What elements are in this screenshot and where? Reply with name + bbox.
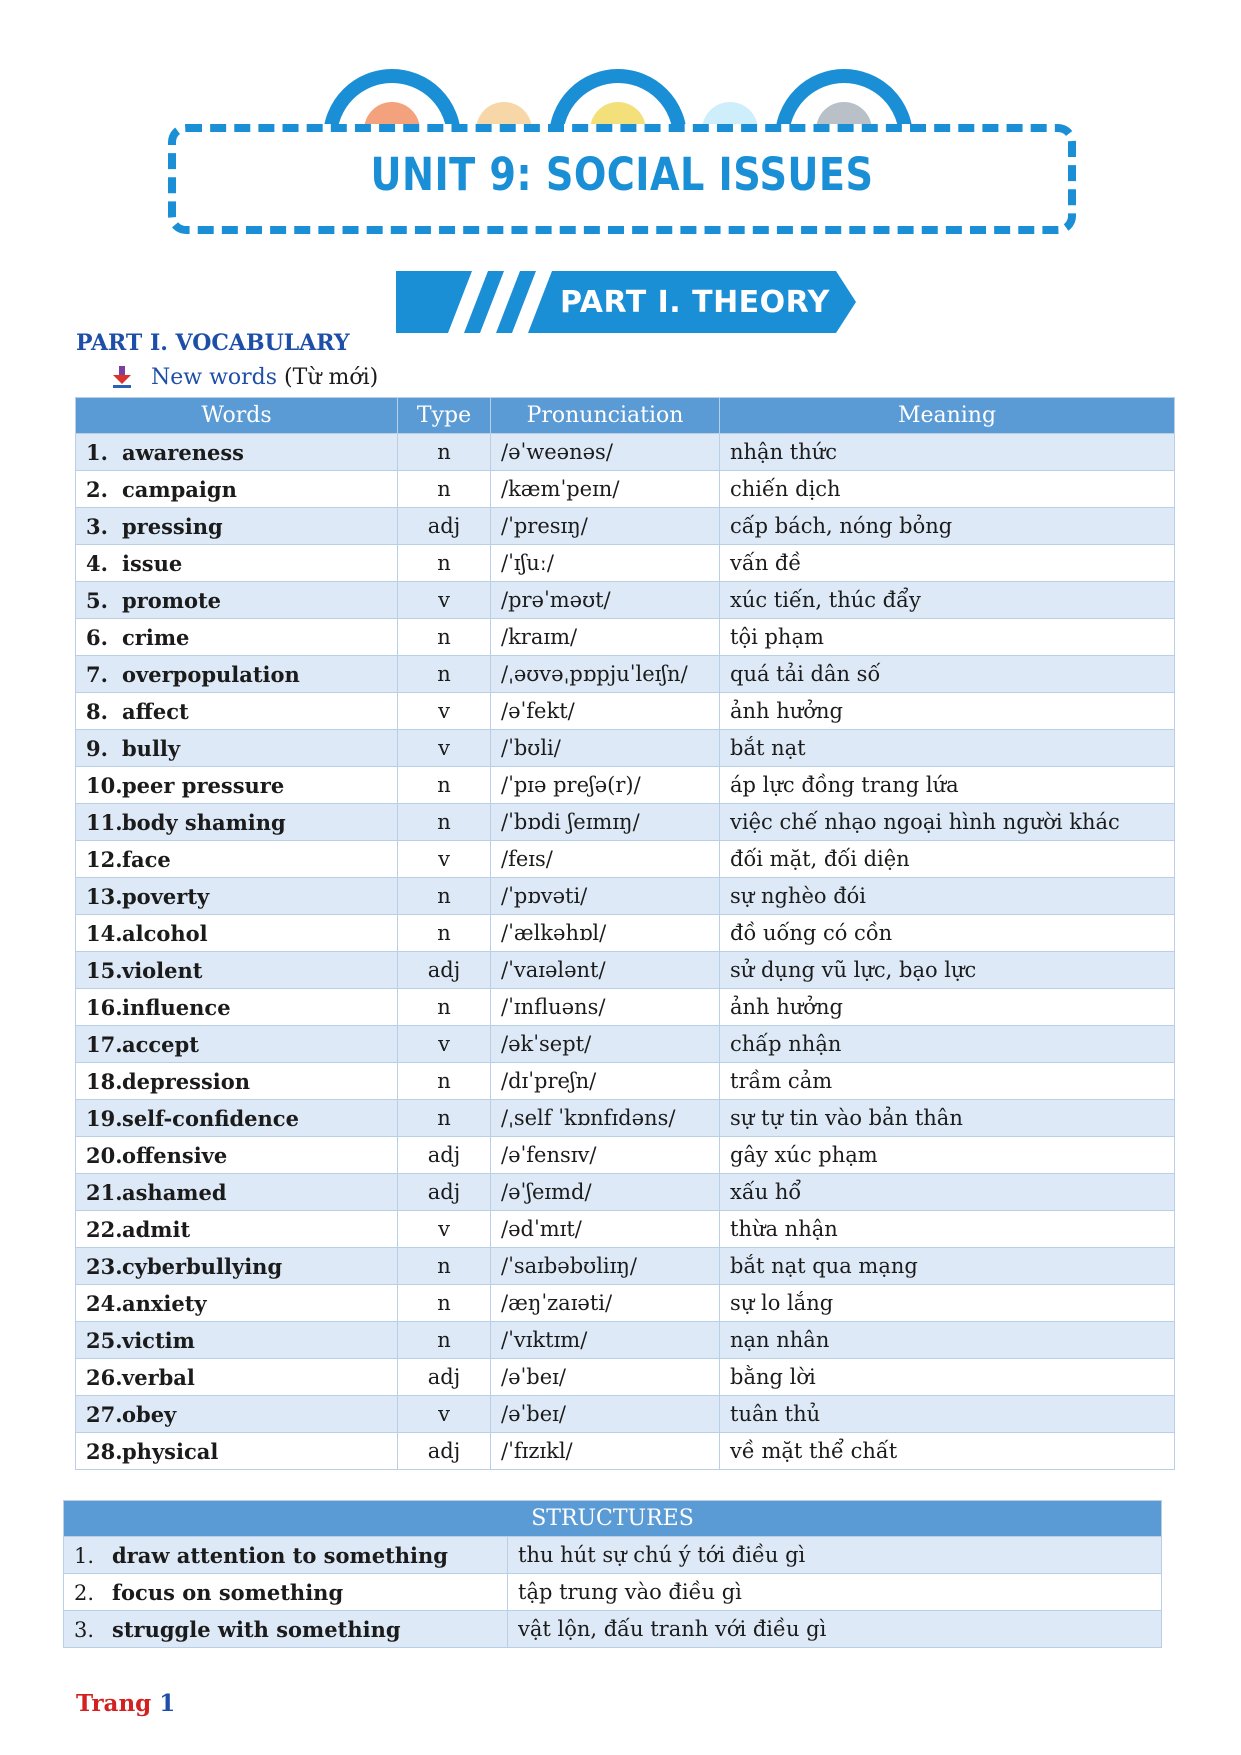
vocab-word: violent: [122, 957, 203, 983]
pronunciation: /əˈweənəs/: [491, 434, 720, 471]
header-pronunciation: Pronunciation: [491, 398, 720, 434]
vocabulary-table: [75, 397, 1175, 1470]
table-row: [76, 434, 1175, 471]
page-number: 1: [159, 1690, 176, 1717]
word-type: v: [398, 1396, 491, 1433]
word-type: v: [398, 693, 491, 730]
meaning: thừa nhận: [720, 1211, 1175, 1248]
row-number: 9.: [86, 735, 108, 761]
unit-title: UNIT 9: SOCIAL ISSUES: [370, 148, 874, 201]
meaning: sự lo lắng: [720, 1285, 1175, 1322]
vocab-word: verbal: [122, 1364, 195, 1390]
pronunciation: /ədˈmɪt/: [491, 1211, 720, 1248]
structure-meaning: thu hút sự chú ý tới điều gì: [508, 1537, 1162, 1574]
table-row: [76, 952, 1175, 989]
word-cell: [76, 804, 398, 841]
pronunciation: /ˈɪʃuː/: [491, 545, 720, 582]
table-row: [76, 1248, 1175, 1285]
vocab-word: physical: [122, 1438, 219, 1464]
word-cell: [76, 841, 398, 878]
meaning: việc chế nhạo ngoại hình người khác: [720, 804, 1175, 841]
meaning: vấn đề: [720, 545, 1175, 582]
pronunciation: /ˈpresɪŋ/: [491, 508, 720, 545]
structure-cell: [64, 1611, 508, 1648]
table-row: [76, 508, 1175, 545]
vocab-word: body shaming: [122, 809, 286, 835]
row-number: 19.: [86, 1105, 123, 1131]
row-number: 22.: [86, 1216, 123, 1242]
vocab-word: ashamed: [122, 1179, 227, 1205]
structure-phrase: focus on something: [112, 1579, 344, 1605]
vocab-word: campaign: [122, 476, 237, 502]
meaning: xúc tiến, thúc đẩy: [720, 582, 1175, 619]
table-row: [76, 1322, 1175, 1359]
vocab-word: obey: [122, 1401, 177, 1427]
pronunciation: /ˈsaɪbəbʊliɪŋ/: [491, 1248, 720, 1285]
table-row: [76, 767, 1175, 804]
vocab-word: issue: [122, 550, 183, 576]
pronunciation: /ˌself ˈkɒnfɪdəns/: [491, 1100, 720, 1137]
word-type: n: [398, 878, 491, 915]
meaning: áp lực đồng trang lứa: [720, 767, 1175, 804]
word-cell: [76, 989, 398, 1026]
row-number: 12.: [86, 846, 123, 872]
meaning: bằng lời: [720, 1359, 1175, 1396]
word-cell: [76, 1248, 398, 1285]
row-number: 11.: [86, 809, 123, 835]
pronunciation: /dɪˈpreʃn/: [491, 1063, 720, 1100]
word-type: adj: [398, 952, 491, 989]
row-number: 2.: [86, 476, 108, 502]
table-row: [76, 1433, 1175, 1470]
meaning: ảnh hưởng: [720, 989, 1175, 1026]
vocab-word: overpopulation: [122, 661, 300, 687]
pronunciation: /ˈpɪə preʃə(r)/: [491, 767, 720, 804]
row-number: 3.: [74, 1617, 95, 1642]
vocab-word: influence: [122, 994, 231, 1020]
page-footer: [76, 1690, 175, 1717]
word-cell: [76, 619, 398, 656]
word-cell: [76, 1396, 398, 1433]
word-type: n: [398, 1322, 491, 1359]
row-number: 28.: [86, 1438, 123, 1464]
meaning: quá tải dân số: [720, 656, 1175, 693]
header-words: Words: [76, 398, 398, 434]
table-row: [76, 989, 1175, 1026]
table-row: [76, 915, 1175, 952]
section-title: PART I. VOCABULARY: [76, 330, 350, 356]
word-type: v: [398, 582, 491, 619]
pronunciation: /əkˈsept/: [491, 1026, 720, 1063]
row-number: 7.: [86, 661, 108, 687]
word-cell: [76, 915, 398, 952]
pronunciation: /kæmˈpeɪn/: [491, 471, 720, 508]
row-number: 24.: [86, 1290, 123, 1316]
pronunciation: /ˈvɪktɪm/: [491, 1322, 720, 1359]
word-type: adj: [398, 1137, 491, 1174]
new-words-translation: (Từ mới): [277, 365, 379, 390]
word-type: n: [398, 804, 491, 841]
vocab-word: offensive: [122, 1142, 228, 1168]
word-cell: [76, 508, 398, 545]
vocab-word: admit: [122, 1216, 191, 1242]
pronunciation: /əˈʃeɪmd/: [491, 1174, 720, 1211]
vocab-word: accept: [122, 1031, 199, 1057]
row-number: 13.: [86, 883, 123, 909]
meaning: cấp bách, nóng bỏng: [720, 508, 1175, 545]
meaning: ảnh hưởng: [720, 693, 1175, 730]
word-cell: [76, 545, 398, 582]
word-type: n: [398, 471, 491, 508]
word-cell: [76, 1174, 398, 1211]
structure-meaning: tập trung vào điều gì: [508, 1574, 1162, 1611]
vocab-word: victim: [122, 1327, 195, 1353]
vocab-word: awareness: [122, 439, 244, 465]
row-number: 25.: [86, 1327, 123, 1353]
pronunciation: /ˈvaɪələnt/: [491, 952, 720, 989]
table-row: [64, 1537, 1162, 1574]
word-cell: [76, 1285, 398, 1322]
row-number: 23.: [86, 1253, 123, 1279]
word-type: adj: [398, 1359, 491, 1396]
vocab-word: cyberbullying: [122, 1253, 283, 1279]
word-cell: [76, 767, 398, 804]
row-number: 15.: [86, 957, 123, 983]
pronunciation: /ˈbʊli/: [491, 730, 720, 767]
meaning: chấp nhận: [720, 1026, 1175, 1063]
table-row: [76, 1174, 1175, 1211]
word-type: n: [398, 1063, 491, 1100]
meaning: bắt nạt qua mạng: [720, 1248, 1175, 1285]
structure-phrase: draw attention to something: [112, 1542, 448, 1568]
word-type: adj: [398, 1174, 491, 1211]
meaning: xấu hổ: [720, 1174, 1175, 1211]
word-cell: [76, 1100, 398, 1137]
table-row: [76, 1396, 1175, 1433]
word-type: adj: [398, 508, 491, 545]
row-number: 21.: [86, 1179, 123, 1205]
structure-phrase: struggle with something: [112, 1616, 401, 1642]
meaning: nhận thức: [720, 434, 1175, 471]
table-row: [76, 1359, 1175, 1396]
structure-cell: [64, 1537, 508, 1574]
meaning: về mặt thể chất: [720, 1433, 1175, 1470]
row-number: 8.: [86, 698, 108, 724]
meaning: nạn nhân: [720, 1322, 1175, 1359]
row-number: 1.: [74, 1543, 95, 1568]
row-number: 17.: [86, 1031, 123, 1057]
meaning: trầm cảm: [720, 1063, 1175, 1100]
pronunciation: /prəˈməʊt/: [491, 582, 720, 619]
table-row: [76, 582, 1175, 619]
row-number: 18.: [86, 1068, 123, 1094]
structures-title: STRUCTURES: [64, 1501, 1162, 1537]
word-cell: [76, 1063, 398, 1100]
meaning: bắt nạt: [720, 730, 1175, 767]
word-type: n: [398, 619, 491, 656]
word-cell: [76, 582, 398, 619]
table-row: [76, 730, 1175, 767]
word-type: n: [398, 545, 491, 582]
pronunciation: /ˌəʊvəˌpɒpjuˈleɪʃn/: [491, 656, 720, 693]
pronunciation: /feɪs/: [491, 841, 720, 878]
pronunciation: /ˈɪnfluəns/: [491, 989, 720, 1026]
word-cell: [76, 1322, 398, 1359]
table-row: [76, 656, 1175, 693]
table-row: [76, 545, 1175, 582]
row-number: 16.: [86, 994, 123, 1020]
word-cell: [76, 952, 398, 989]
pronunciation: /ˈbɒdi ʃeɪmɪŋ/: [491, 804, 720, 841]
vocab-word: anxiety: [122, 1290, 207, 1316]
row-number: 1.: [86, 439, 108, 465]
word-type: v: [398, 1026, 491, 1063]
table-row: [76, 1100, 1175, 1137]
word-type: adj: [398, 1433, 491, 1470]
meaning: sự tự tin vào bản thân: [720, 1100, 1175, 1137]
structures-table: [63, 1500, 1162, 1648]
word-cell: [76, 656, 398, 693]
word-cell: [76, 434, 398, 471]
word-cell: [76, 1211, 398, 1248]
table-row: [76, 1285, 1175, 1322]
word-type: n: [398, 767, 491, 804]
table-row: [76, 693, 1175, 730]
word-cell: [76, 1026, 398, 1063]
arrow-down-bullet-icon: [111, 366, 133, 388]
vocab-word: crime: [122, 624, 190, 650]
meaning: sử dụng vũ lực, bạo lực: [720, 952, 1175, 989]
meaning: chiến dịch: [720, 471, 1175, 508]
pronunciation: /ˈælkəhɒl/: [491, 915, 720, 952]
word-type: n: [398, 1285, 491, 1322]
word-type: n: [398, 1100, 491, 1137]
header-meaning: Meaning: [720, 398, 1175, 434]
meaning: gây xúc phạm: [720, 1137, 1175, 1174]
row-number: 3.: [86, 513, 108, 539]
vocabulary-header-row: [76, 398, 1175, 434]
page-label: Trang: [76, 1690, 152, 1717]
table-row: [76, 471, 1175, 508]
header-type: Type: [398, 398, 491, 434]
word-type: n: [398, 989, 491, 1026]
word-cell: [76, 1137, 398, 1174]
row-number: 6.: [86, 624, 108, 650]
word-cell: [76, 730, 398, 767]
vocab-word: alcohol: [122, 920, 208, 946]
word-type: n: [398, 434, 491, 471]
row-number: 26.: [86, 1364, 123, 1390]
table-row: [76, 841, 1175, 878]
meaning: sự nghèo đói: [720, 878, 1175, 915]
meaning: tuân thủ: [720, 1396, 1175, 1433]
table-row: [76, 878, 1175, 915]
row-number: 20.: [86, 1142, 123, 1168]
row-number: 10.: [86, 772, 123, 798]
word-type: v: [398, 730, 491, 767]
table-row: [76, 1137, 1175, 1174]
meaning: đối mặt, đối diện: [720, 841, 1175, 878]
word-type: v: [398, 1211, 491, 1248]
table-row: [76, 804, 1175, 841]
table-row: [76, 1211, 1175, 1248]
structure-cell: [64, 1574, 508, 1611]
table-row: [64, 1611, 1162, 1648]
pronunciation: /ˈfɪzɪkl/: [491, 1433, 720, 1470]
vocab-word: bully: [122, 735, 181, 761]
vocab-word: pressing: [122, 513, 223, 539]
table-row: [76, 619, 1175, 656]
word-type: v: [398, 841, 491, 878]
row-number: 27.: [86, 1401, 123, 1427]
part-banner-label: PART I. THEORY: [560, 285, 830, 320]
vocab-word: self-confidence: [122, 1105, 299, 1131]
word-type: n: [398, 656, 491, 693]
word-type: n: [398, 915, 491, 952]
pronunciation: /əˈfekt/: [491, 693, 720, 730]
pronunciation: /əˈbeɪ/: [491, 1359, 720, 1396]
structure-meaning: vật lộn, đấu tranh với điều gì: [508, 1611, 1162, 1648]
structures-header-row: [64, 1501, 1162, 1537]
vocab-word: promote: [122, 587, 222, 613]
vocab-word: peer pressure: [122, 772, 285, 798]
row-number: 2.: [74, 1580, 95, 1605]
vocab-word: depression: [122, 1068, 251, 1094]
word-cell: [76, 1359, 398, 1396]
table-row: [76, 1026, 1175, 1063]
vocab-word: affect: [122, 698, 189, 724]
pronunciation: /æŋˈzaɪəti/: [491, 1285, 720, 1322]
pronunciation: /əˈbeɪ/: [491, 1396, 720, 1433]
new-words-heading: [151, 365, 378, 390]
row-number: 4.: [86, 550, 108, 576]
vocab-word: poverty: [122, 883, 210, 909]
meaning: đồ uống có cồn: [720, 915, 1175, 952]
word-type: n: [398, 1248, 491, 1285]
new-words-label: New words: [151, 365, 278, 390]
vocab-word: face: [122, 846, 171, 872]
row-number: 5.: [86, 587, 108, 613]
pronunciation: /kraɪm/: [491, 619, 720, 656]
pronunciation: /əˈfensɪv/: [491, 1137, 720, 1174]
table-row: [76, 1063, 1175, 1100]
row-number: 14.: [86, 920, 123, 946]
meaning: tội phạm: [720, 619, 1175, 656]
word-cell: [76, 471, 398, 508]
word-cell: [76, 878, 398, 915]
word-cell: [76, 693, 398, 730]
table-row: [64, 1574, 1162, 1611]
word-cell: [76, 1433, 398, 1470]
pronunciation: /ˈpɒvəti/: [491, 878, 720, 915]
